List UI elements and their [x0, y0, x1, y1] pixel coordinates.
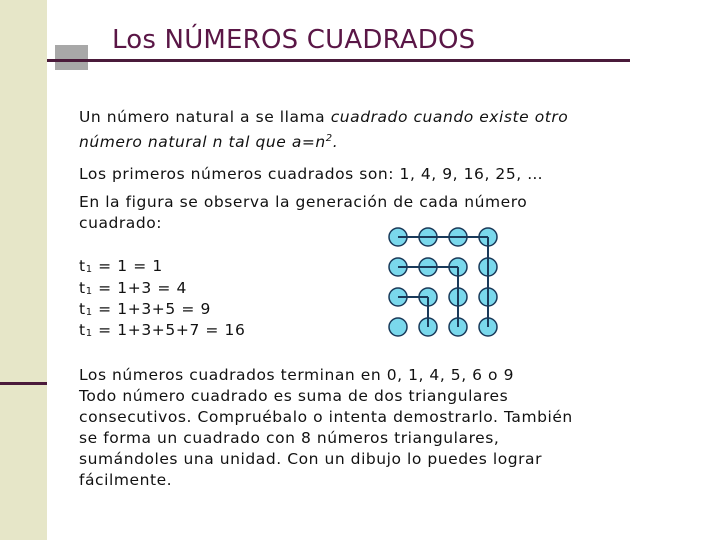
formula-expression: = 1+3 = 4 [92, 279, 187, 297]
definition-line1-b: cuadrado cuando existe otro [330, 108, 569, 126]
figure-connector-overlay [398, 237, 488, 327]
figure-intro-line1: En la figura se observa la generación de cada número [79, 193, 528, 211]
square-dot-figure [384, 224, 504, 344]
figure-connector-lines [398, 237, 488, 327]
closing-line: consecutivos. Compruébalo o intenta demostrarlo. También [79, 408, 573, 426]
formula-subscript: 1 [85, 307, 93, 318]
definition-line1-a: Un número natural a se llama [79, 108, 331, 126]
closing-line: Los números cuadrados terminan en 0, 1, 4, 5, 6 o 9 [79, 366, 514, 384]
definition-line2 [79, 133, 338, 151]
definition-line2-end: . [332, 133, 339, 152]
formula-row [79, 257, 163, 275]
first-squares-text: Los primeros números cuadrados son: 1, 4, 9, 16, 25, … [79, 165, 544, 183]
formula-expression: = 1+3+5 = 9 [92, 300, 211, 318]
slide-title: Los NÚMEROS CUADRADOS [112, 25, 476, 55]
formula-subscript: 1 [85, 328, 93, 339]
closing-line: fácilmente. [79, 471, 173, 489]
dot [389, 318, 407, 336]
formula-subscript: 1 [85, 264, 93, 275]
title-underline [47, 59, 630, 62]
left-decor-rule [0, 382, 47, 385]
formula-term: t [79, 257, 86, 275]
formula-row [79, 279, 187, 297]
formula-row [79, 300, 211, 318]
closing-line: sumándoles una unidad. Con un dibujo lo puedes lograr [79, 450, 543, 468]
exponent: 2 [325, 133, 333, 144]
left-decor-band [0, 0, 47, 540]
decor-gray-box [55, 45, 88, 70]
closing-paragraph [79, 365, 573, 491]
figure-dots [389, 228, 497, 336]
figure-intro-line2: cuadrado: [79, 214, 163, 232]
formula-term: t [79, 300, 86, 318]
formula-row [79, 321, 245, 339]
definition-line2-text: número natural n tal que a=n [79, 133, 326, 152]
definition-paragraph [79, 107, 568, 153]
formula-subscript: 1 [85, 286, 93, 297]
closing-line: Todo número cuadrado es suma de dos triangulares [79, 387, 509, 405]
formula-expression: = 1+3+5+7 = 16 [92, 321, 246, 339]
formula-expression: = 1 = 1 [92, 257, 163, 275]
formula-term: t [79, 321, 86, 339]
closing-line: se forma un cuadrado con 8 números triangulares, [79, 429, 500, 447]
formula-term: t [79, 279, 86, 297]
